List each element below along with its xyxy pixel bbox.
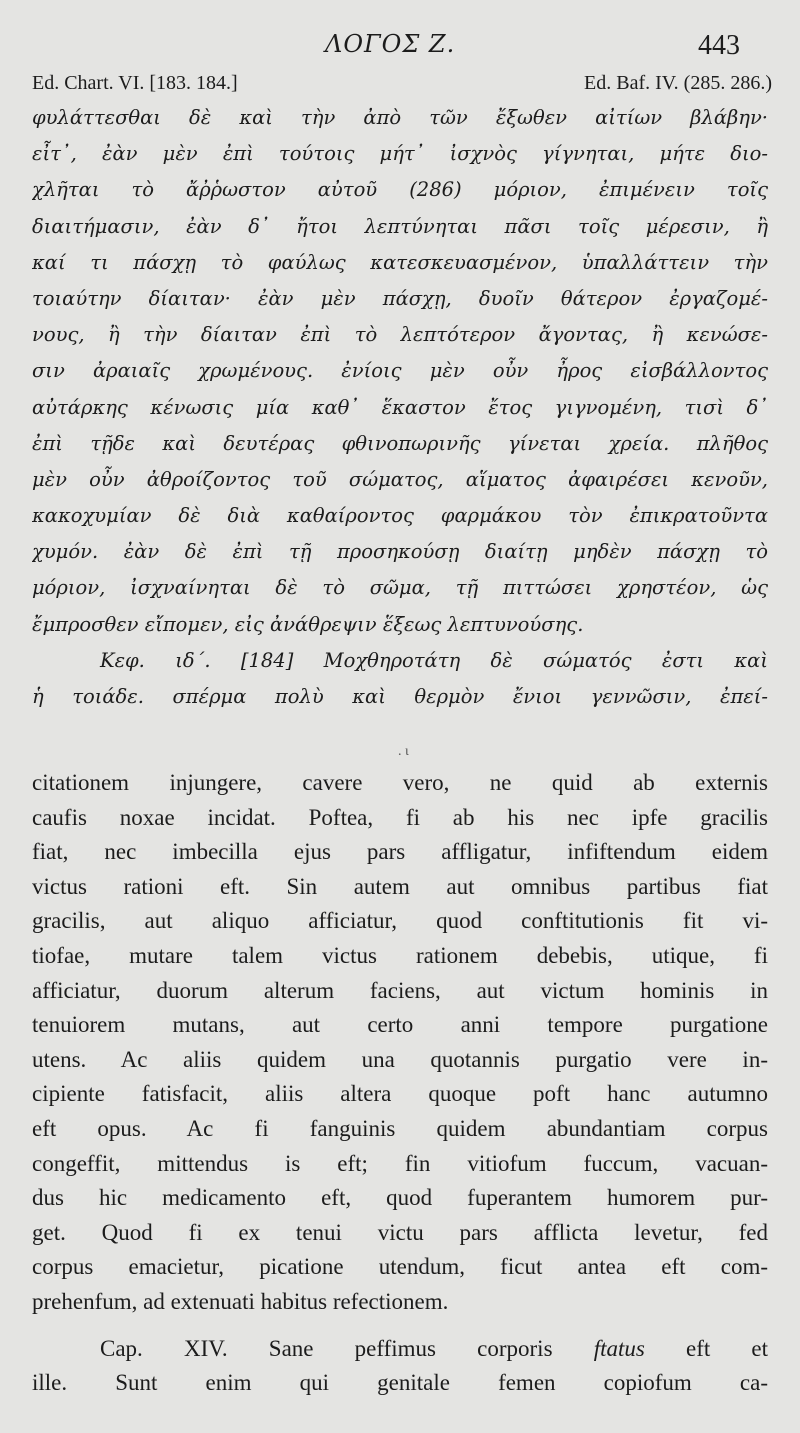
latin-line: get. Quod fi ex tenui victu pars afflicta levetur, fed [32,1219,768,1245]
latin-line: tenuiorem mutans, aut certo anni tempore purgatione [32,1012,768,1038]
greek-line: καί τι πάσχῃ τὸ φαύλως κατεσκευασμένον, ὑπαλλάττειν τὴν [32,250,768,274]
latin-line: utens. Ac aliis quidem una quotannis purgatio vere in- [32,1046,768,1072]
greek-line: σιν ἀραιαῖς χρωμένους. ἐνίοις μὲν οὖν ἦρος εἰσβάλλοντος [32,359,768,383]
edition-basel-reference: Ed. Baf. IV. (285. 286.) [584,72,772,94]
greek-line: ἐπὶ τῇδε καὶ δευτέρας φθινοπωρινῆς γίνεται χρεία. πλῆθος [32,431,768,455]
greek-line: χλῆται τὸ ἄῤῥωστον αὐτοῦ (286) μόριον, ἐπιμένειν τοῖς [32,178,768,202]
latin-chapter-heading-line [32,1332,768,1367]
greek-text-block [32,100,768,715]
latin-chapter-lead: Cap. XIV. Sane peffimus corporis [100,1335,553,1361]
greek-chapter-heading-line: Κεφ. ιδ΄. [184] Μοχθηροτάτη δὲ σώματός ἐστι καὶ [100,648,768,672]
latin-line: fiat, nec imbecilla ejus pars affligatur, infiftendum eidem [32,839,768,865]
latin-line: ille. Sunt enim qui genitale femen copiofum ca- [32,1370,768,1396]
latin-line: eft opus. Ac fi fanguinis quidem abundantiam corpus [32,1115,768,1141]
greek-line: νους, ἢ τὴν δίαιταν ἐπὶ τὸ λεπτότερον ἄγοντας, ἢ κενώσε- [32,323,768,347]
running-title: ΛΟΓΟΣ Ζ. [325,30,456,58]
edition-references [32,72,772,98]
latin-line: cipiente fatisfacit, aliis altera quoque poft hanc autumno [32,1081,768,1107]
latin-line: tiofae, mutare talem victus rationem debebis, utique, fi [32,942,768,968]
latin-line: citationem injungere, cavere vero, ne quid ab externis [32,770,768,795]
greek-line: ἡ τοιάδε. σπέρμα πολὺ καὶ θερμὸν ἔνιοι γεννῶσιν, ἐπεί- [32,685,768,708]
greek-line: τοιαύτην δίαιταν· ἐὰν μὲν πάσχῃ, δυοῖν θάτερον ἐργαζομέ- [32,286,768,310]
page-number: 443 [698,30,740,61]
latin-line: corpus emacietur, picatione utendum, ficut antea eft com- [32,1254,768,1280]
latin-line: victus rationi eft. Sin autem aut omnibus partibus fiat [32,873,768,899]
latin-line: gracilis, aut aliquo afficiatur, quod conftitutionis fit vi- [32,908,768,934]
greek-line: αὐτάρκης κένωσις μία καθ᾽ ἕκαστον ἔτος γιγνομένη, τισὶ δ᾽ [32,395,768,419]
greek-line: διαιτήμασιν, ἐὰν δ᾽ ἤτοι λεπτύνηται πᾶσι τοῖς μέρεσιν, ἢ [32,214,768,238]
section-divider-mark: . ι [398,744,409,759]
latin-line: afficiatur, duorum alterum faciens, aut victum hominis in [32,977,768,1003]
greek-line: μόριον, ἰσχναίνηται δὲ τὸ σῶμα, τῇ πιττώσει χρηστέον, ὡς [32,576,768,600]
edition-chartier-reference: Ed. Chart. VI. [183. 184.] [32,72,238,94]
latin-line: congeffit, mittendus is eft; fin vitiofum fuccum, vacuan- [32,1150,768,1176]
latin-line: caufis noxae incidat. Poftea, fi ab his nec ipfe gracilis [32,804,768,830]
latin-line: prehenfum, ad extenuati habitus refectionem. [32,1288,449,1314]
greek-line: μὲν οὖν ἀθροίζοντος τοῦ σώματος, αἵματος ἀφαιρέσει κενοῦν, [32,467,768,491]
latin-chapter-italic-word: ftatus [593,1335,645,1361]
latin-line: dus hic medicamento eft, quod fuperantem humorem pur- [32,1185,768,1211]
running-head [0,30,800,60]
greek-line: φυλάττεσθαι δὲ καὶ τὴν ἀπὸ τῶν ἔξωθεν αἰτίων βλάβην· [32,106,768,129]
greek-line: χυμόν. ἐὰν δὲ ἐπὶ τῇ προσηκούσῃ διαίτῃ μηδὲν πάσχῃ τὸ [32,540,768,564]
greek-line: εἶτ᾽, ἐὰν μὲν ἐπὶ τούτοις μήτ᾽ ἰσχνὸς γίγνηται, μήτε διο- [32,142,768,166]
latin-chapter-tail: eft et [686,1335,768,1361]
latin-text-block [32,766,768,1401]
greek-line: ἔμπροσθεν εἴπομεν, εἰς ἀνάθρεψιν ἕξεως λεπτυνούσης. [32,612,584,636]
greek-line: κακοχυμίαν δὲ διὰ καθαίροντος φαρμάκου τὸν ἐπικρατοῦντα [32,504,768,528]
